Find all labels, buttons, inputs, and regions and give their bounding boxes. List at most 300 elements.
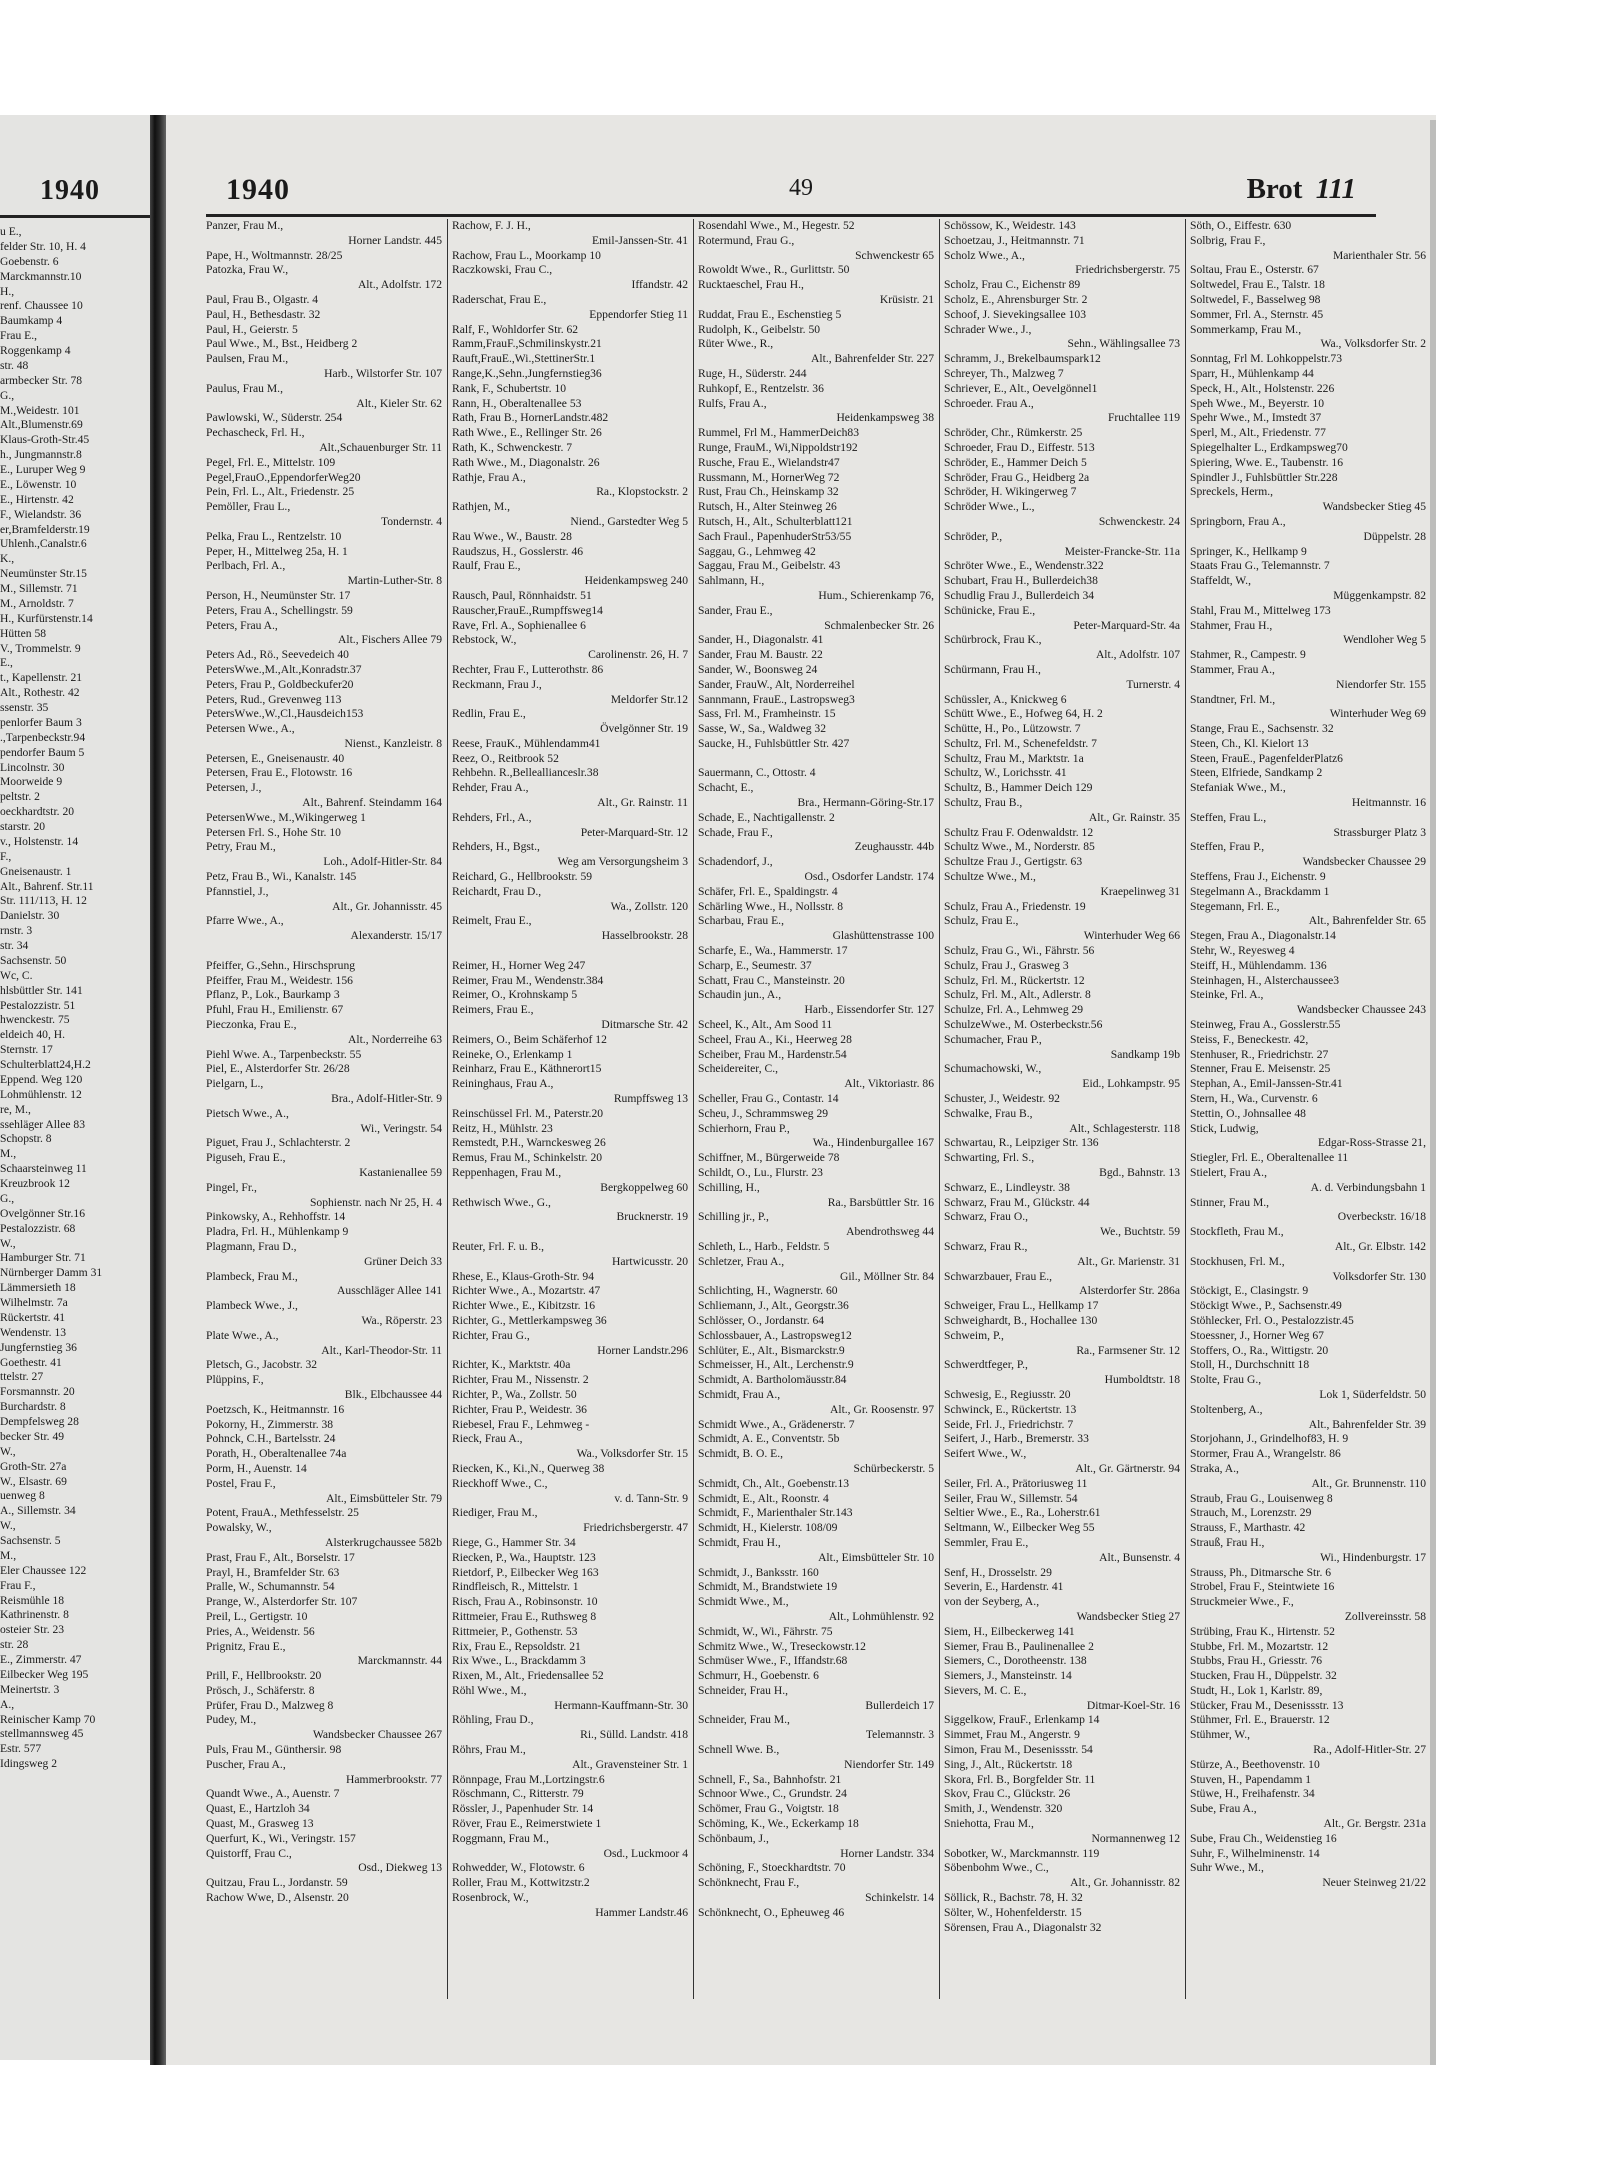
directory-entry-line: Schwarz, Frau R., <box>944 1239 1028 1253</box>
directory-entry-line: Wandsbecker Stieg 45 <box>1322 500 1426 514</box>
directory-entry-line: Schmidt, J., Banksstr. 160 <box>698 1565 819 1579</box>
directory-entry-line: Stoltenberg, A., <box>1190 1402 1263 1416</box>
directory-entry-line: Stormer, Frau A., Wrangelstr. 86 <box>1190 1447 1341 1461</box>
left-page-line: felder Str. 10, H. 4 <box>0 239 86 253</box>
directory-entry-line: Rittmeier, Frau E., Ruthsweg 8 <box>452 1609 597 1623</box>
directory-entry-line: Schubart, Frau H., Bullerdeich38 <box>944 574 1098 588</box>
directory-entry-line: Schnell Wwe. B., <box>698 1743 780 1757</box>
directory-entry-line: Sniehotta, Frau M., <box>944 1817 1034 1831</box>
left-page-line: stellmannsweg 45 <box>0 1727 84 1741</box>
left-page-line: M., Arnoldstr. 7 <box>0 596 74 610</box>
directory-entry-line: Powalsky, W., <box>206 1521 272 1535</box>
directory-entry-line: Raderschat, Frau E., <box>452 292 547 306</box>
directory-entry-line: Prange, W., Alsterdorfer Str. 107 <box>206 1595 358 1609</box>
directory-entry-line: Krüsistr. 21 <box>879 292 934 306</box>
directory-entry-line: Schwalke, Frau B., <box>944 1106 1033 1120</box>
directory-entry-line: Wi., Veringstr. 54 <box>360 1121 442 1135</box>
directory-entry-line: Humboldtstr. 18 <box>1104 1373 1180 1387</box>
directory-entry-line: Schatt, Frau C., Mansteinstr. 20 <box>698 973 845 987</box>
directory-entry-line: Speck, H., Alt., Holstenstr. 226 <box>1190 381 1335 395</box>
directory-entry-line: Rixen, M., Alt., Friedensallee 52 <box>452 1669 604 1683</box>
directory-entry-line: Rave, Frl. A., Sophienallee 6 <box>452 618 586 632</box>
directory-entry-line: Winterhuder Weg 69 <box>1329 707 1426 721</box>
directory-entry-line: Schmidt, F., Marienthaler Str.143 <box>698 1506 853 1520</box>
left-page-line: Goebenstr. 6 <box>0 254 59 268</box>
directory-entry-line: Seifert, J., Harb., Bremerstr. 33 <box>944 1432 1089 1446</box>
directory-entry-line: Staffeldt, W., <box>1190 574 1251 588</box>
directory-entry-line: Perlbach, Frl. A., <box>206 559 286 573</box>
directory-entry-line: Steen, Elfriede, Sandkamp 2 <box>1190 766 1323 780</box>
directory-entry-line: Niendorfer Str. 155 <box>1336 677 1426 691</box>
directory-entry-line: Scharbau, Frau E., <box>698 914 784 928</box>
directory-entry-line: Skov, Frau C., Glückstr. 26 <box>944 1787 1071 1801</box>
directory-entry-line: Marienthaler Str. 56 <box>1332 248 1426 262</box>
directory-entry-line: Schüssler, A., Knickweg 6 <box>944 692 1067 706</box>
directory-entry-line: Raulf, Frau E., <box>452 559 521 573</box>
directory-entry-line <box>698 752 934 767</box>
directory-entry-line: Ramm,FrauF.,Schmilinskystr.21 <box>452 337 602 351</box>
left-page-line: Frau E., <box>0 329 38 343</box>
directory-entry-line: Rust, Frau Ch., Heinskamp 32 <box>698 485 839 499</box>
directory-entry-line: Sahlmann, H., <box>698 574 765 588</box>
directory-entry-line: Schütt Wwe., E., Hofweg 64, H. 2 <box>944 707 1103 721</box>
left-page-line: hwenckestr. 75 <box>0 1013 70 1027</box>
left-page-line: oeckhardtstr. 20 <box>0 805 75 819</box>
directory-entry-line: Wandsbecker Chaussee 29 <box>1302 855 1426 869</box>
directory-entry-line: Sandkamp 19b <box>1110 1047 1180 1061</box>
directory-entry-line: Petersen Wwe., A., <box>206 722 295 736</box>
directory-entry-line: Sörensen, Frau A., Diagonalstr 32 <box>944 1920 1102 1934</box>
directory-entry-line: Remus, Frau M., Schinkelstr. 20 <box>452 1151 603 1165</box>
section-title <box>1247 173 1356 206</box>
left-page-line: Alt., Rothestr. 42 <box>0 686 80 700</box>
directory-entry-line: Schierhorn, Frau P., <box>698 1121 790 1135</box>
directory-entry-line: Saggau, G., Lehmweg 42 <box>698 544 816 558</box>
directory-entry-line: Sander, H., Diagonalstr. 41 <box>698 633 824 647</box>
left-page-line: W., <box>0 1519 16 1533</box>
left-page-line: Goethestr. 41 <box>0 1355 62 1369</box>
left-page-line: ssenstr. 35 <box>0 701 49 714</box>
directory-entry-line: Zeughausstr. 44b <box>854 840 934 854</box>
directory-entry-line: Seiler, Frl. A., Prätoriusweg 11 <box>944 1476 1088 1490</box>
directory-entry-line: Solbrig, Frau F., <box>1190 233 1266 247</box>
directory-entry-line: Pladra, Frl. H., Mühlenkamp 9 <box>206 1225 349 1239</box>
left-page-line: Alt., Bahrenf. Str.11 <box>0 879 94 893</box>
directory-entry-line: Wa., Hindenburgallee 167 <box>812 1136 934 1150</box>
directory-entry-line: Alt., Gr. Brunnenstr. 110 <box>1311 1476 1426 1490</box>
directory-entry-line: Schwarz, Frau M., Glückstr. 44 <box>944 1195 1090 1209</box>
left-page-line: E., Löwenstr. 10 <box>0 477 77 491</box>
directory-entry-line: Schlösser, O., Jordanstr. 64 <box>698 1313 825 1327</box>
directory-entry-line: Scheel, K., Alt., Am Sood 11 <box>698 1018 833 1032</box>
directory-entry-line: Wendloher Weg 5 <box>1343 633 1426 647</box>
directory-entry-line: Sube, Frau Ch., Weidenstieg 16 <box>1190 1831 1337 1845</box>
directory-entry-line: Rieck, Frau A., <box>452 1432 523 1446</box>
directory-entry-line: Schlichting, H., Wagnerstr. 60 <box>698 1284 838 1298</box>
directory-entry-line: Schroeder. Frau A., <box>944 396 1034 410</box>
directory-entry-line: Prüfer, Frau D., Malzweg 8 <box>206 1698 334 1712</box>
directory-entry-line: Soltau, Frau E., Osterstr. 67 <box>1190 263 1319 277</box>
directory-entry-line: Rauscher,FrauE.,Rumpffsweg14 <box>452 603 603 617</box>
left-page-line: H., Kurfürstenstr.14 <box>0 611 93 625</box>
directory-entry-line: Alt.,Schauenburger Str. 11 <box>319 440 442 454</box>
directory-entry-line: Schroeder, Frau D., Eiffestr. 513 <box>944 440 1095 454</box>
directory-entry-line: Storjohann, J., Grindelhof83, H. 9 <box>1190 1432 1349 1446</box>
directory-entry-line: Strauch, M., Lorenzstr. 29 <box>1190 1506 1312 1520</box>
directory-entry-line: Schmidt, B. O. E., <box>698 1447 784 1461</box>
directory-entry-line: Schönbaum, J., <box>698 1831 769 1845</box>
left-page-line: re, M., <box>0 1102 31 1116</box>
directory-entry-line: Schiffner, M., Bürgerweide 78 <box>698 1151 840 1165</box>
directory-entry-line: Sander, Frau E., <box>698 603 773 617</box>
directory-entry-line: Schweim, P., <box>944 1328 1004 1342</box>
directory-entry-line: Winterhuder Weg 66 <box>1083 929 1180 943</box>
directory-entry-line: Schilling jr., P., <box>698 1210 769 1224</box>
directory-entry-line: Reez, O., Reitbrook 52 <box>452 751 559 765</box>
section-number: 111 <box>1315 173 1356 205</box>
directory-entry-line: Iffandstr. 42 <box>631 278 688 292</box>
directory-entry-line: Sander, FrauW., Alt, Norderreihel <box>698 677 855 691</box>
directory-entry-line: Pawlowski, W., Süderstr. 254 <box>206 411 343 425</box>
directory-entry-line: Schmalenbecker Str. 26 <box>824 618 934 632</box>
directory-entry-line: Pape, H., Woltmannstr. 28/25 <box>206 248 343 262</box>
left-page-line: Str. 111/113, H. 12 <box>0 894 87 908</box>
directory-entry-line: Reppenhagen, Frau M., <box>452 1166 562 1179</box>
directory-entry-line: Schärling Wwe., H., Nollsstr. 8 <box>698 899 844 913</box>
left-page-line: Neumünster Str.15 <box>0 567 87 581</box>
left-page-line: Uhlenh.,Canalstr.6 <box>0 537 87 551</box>
directory-entry-line: A. d. Verbindungsbahn 1 <box>1310 1180 1426 1194</box>
directory-entry-line: Sehn., Wählingsallee 73 <box>1067 337 1180 351</box>
directory-entry-line: Reimer, O., Krohnskamp 5 <box>452 988 578 1002</box>
directory-entry-line: Rutsch, H., Alt., Schulterblatt121 <box>698 514 853 528</box>
directory-entry-line: Schaudin jun., A., <box>698 988 782 1002</box>
directory-entry-line: Sube, Frau A., <box>1190 1802 1257 1816</box>
directory-entry-line: Rusche, Frau E., Wielandstr47 <box>698 455 840 469</box>
left-page-line: u E., <box>0 225 22 238</box>
directory-entry-line: Pelka, Frau L., Rentzelstr. 10 <box>206 529 342 543</box>
directory-entry-line: Horner Landstr. 334 <box>840 1846 934 1860</box>
left-page-line: Lohmühlenstr. 12 <box>0 1087 82 1101</box>
directory-entry-line: Schweiger, Frau L., Hellkamp 17 <box>944 1299 1099 1313</box>
directory-entry-line: Richter, G., Mettlerkampsweg 36 <box>452 1313 607 1327</box>
left-page-line: eldeich 40, H. <box>0 1028 66 1042</box>
directory-entry-line: Spreckels, Herm., <box>1190 485 1274 499</box>
directory-entry-line: Schmurr, H., Goebenstr. 6 <box>698 1669 819 1683</box>
directory-entry-line: von der Seyberg, A., <box>944 1595 1040 1609</box>
directory-entry-line: Rulfs, Frau A., <box>698 396 767 410</box>
directory-entry-line: Schmidt, A. E., Conventstr. 5b <box>698 1432 840 1446</box>
directory-entry-line: Friedrichsbergerstr. 47 <box>583 1521 688 1535</box>
directory-entry-line: Stoffers, O., Ra., Wittigstr. 20 <box>1190 1343 1329 1357</box>
directory-entry-line: Schultz, Frau B., <box>944 796 1023 810</box>
directory-entry-line: Schwerdtfeger, P., <box>944 1358 1028 1372</box>
directory-entry-line: Bullerdeich 17 <box>865 1698 934 1712</box>
directory-entry-line: Hermann-Kauffmann-Str. 30 <box>554 1698 688 1712</box>
directory-entry-line: Pegel, Frl. E., Mittelstr. 109 <box>206 455 336 469</box>
directory-entry-line: Schütte, H., Po., Lützowstr. 7 <box>944 722 1081 736</box>
directory-entry-line: Stick, Ludwig, <box>1190 1121 1259 1135</box>
directory-entry-line: Rosenbrock, W., <box>452 1891 529 1905</box>
left-page-line: uenweg 8 <box>0 1489 45 1503</box>
directory-entry-line: Schultz, Frau M., Marktstr. 1a <box>944 751 1084 765</box>
directory-entry-line: Rausch, Paul, Rönnhaidstr. 51 <box>452 588 592 602</box>
directory-entry-line: Rumpffsweg 13 <box>613 1092 688 1106</box>
directory-entry-line: Plambeck, Frau M., <box>206 1269 298 1283</box>
directory-entry-line: Rutsch, H., Alter Steinweg 26 <box>698 500 837 514</box>
directory-entry-line: Strauss, F., Marthastr. 42 <box>1190 1521 1306 1535</box>
directory-entry-line: Röver, Frau E., Reimerstwiete 1 <box>452 1817 602 1831</box>
directory-entry-line: Strassburger Platz 3 <box>1333 825 1426 839</box>
left-page-line: Schaarsteinweg 11 <box>0 1162 87 1176</box>
directory-entry-line: Söbenbohm Wwe., C., <box>944 1861 1049 1875</box>
directory-entry-line: Plate Wwe., A., <box>206 1328 279 1342</box>
directory-entry-line: Steffen, Frau P., <box>1190 840 1265 854</box>
directory-entry-line: Saggau, Frau M., Geibelstr. 43 <box>698 559 841 573</box>
directory-entry-line: Alt., Bahrenfelder Str. 65 <box>1308 914 1426 928</box>
directory-entry-line: Alsterdorfer Str. 286a <box>1079 1284 1180 1298</box>
directory-entry-line: Reininghaus, Frau A., <box>452 1077 554 1091</box>
directory-entry-line: Reckmann, Frau J., <box>452 677 542 691</box>
directory-entry-line: Schäfer, Frl. E., Spaldingstr. 4 <box>698 884 838 898</box>
left-page-line: Lämmersieth 18 <box>0 1281 76 1295</box>
directory-entry-line: Stinner, Frau M., <box>1190 1195 1270 1209</box>
directory-entry-line: Paulus, Frau M., <box>206 381 283 395</box>
left-page-line: M., Sillemstr. 71 <box>0 582 78 595</box>
directory-entry-line: Ra., Barsbüttler Str. 16 <box>827 1195 934 1209</box>
directory-entry-line: Scharp, E., Seumestr. 37 <box>698 958 812 972</box>
directory-entry-line: Russmann, M., HornerWeg 72 <box>698 470 840 484</box>
directory-entry-line: Edgar-Ross-Strasse 21, <box>1318 1136 1426 1150</box>
directory-entry-line: Stiegler, Frl. E., Oberaltenallee 11 <box>1190 1151 1349 1165</box>
directory-column-3 <box>698 219 934 1999</box>
directory-entry-line: Riege, G., Hammer Str. 34 <box>452 1535 576 1549</box>
directory-entry-line: Pein, Frl. L., Alt., Friedenstr. 25 <box>206 485 355 499</box>
directory-entry-line: Schulz, Frau G., Wi., Fährstr. 56 <box>944 944 1095 958</box>
directory-entry-line: Riecken, K., Ki.,N., Querweg 38 <box>452 1461 605 1475</box>
directory-entry-line: Steen, Ch., Kl. Kielort 13 <box>1190 736 1309 750</box>
left-page-line: er,Bramfelderstr.19 <box>0 522 90 536</box>
directory-entry-line: Schröder, Chr., Rümkerstr. 25 <box>944 426 1083 440</box>
directory-entry-line: Scheu, J., Schrammsweg 29 <box>698 1106 829 1120</box>
directory-entry-line: Soltwedel, F., Basselweg 98 <box>1190 292 1321 306</box>
directory-entry-line: Sing, J., Alt., Rückertstr. 18 <box>944 1757 1073 1771</box>
directory-entry-line: Schultz, W., Lorichsstr. 41 <box>944 766 1067 780</box>
directory-entry-line: Seiler, Frau W., Sillemstr. 54 <box>944 1491 1078 1505</box>
directory-entry-line: Tondernstr. 4 <box>380 514 442 528</box>
directory-entry-line: Friedrichsbergerstr. 75 <box>1075 263 1180 277</box>
directory-entry-line: Schmidt, Frau A., <box>698 1387 781 1401</box>
directory-entry-line: Strobel, Frau F., Steintwiete 16 <box>1190 1580 1335 1594</box>
directory-entry-line: Schwenckestr 65 <box>855 248 934 262</box>
directory-entry-line: Pinkowsky, A., Rehhoffstr. 14 <box>206 1210 346 1224</box>
left-page-line: W., <box>0 1236 16 1250</box>
directory-entry-line: Schumachowski, W., <box>944 1062 1042 1076</box>
directory-entry-line: Alexanderstr. 15/17 <box>350 929 442 943</box>
directory-entry-line: Ruhkopf, E., Rentzelstr. 36 <box>698 381 824 395</box>
directory-entry-line: Rüter Wwe., R., <box>698 337 774 351</box>
directory-entry-line: Spehr Wwe., M., Imstedt 37 <box>1190 411 1322 425</box>
directory-entry-line: Schönknecht, O., Epheuweg 46 <box>698 1905 845 1919</box>
directory-column-5 <box>1190 219 1426 1999</box>
directory-entry-line: Roller, Frau M., Kottwitzstr.2 <box>452 1876 590 1890</box>
left-page-line: E., Luruper Weg 9 <box>0 463 86 476</box>
directory-entry-line: Schnell, F., Sa., Bahnhofstr. 21 <box>698 1772 842 1786</box>
directory-entry-line: SchulzeWwe., M. Osterbeckstr.56 <box>944 1018 1103 1032</box>
directory-entry-line: Petersen, J., <box>206 781 262 795</box>
directory-entry-line: Weg am Versorgungsheim 3 <box>557 855 688 869</box>
directory-entry-line: Paulsen, Frau M., <box>206 352 289 366</box>
directory-entry-line: Schultz, B., Hammer Deich 129 <box>944 781 1093 795</box>
directory-entry-line: Glashüttenstrasse 100 <box>832 929 934 943</box>
directory-entry-line: Pegel,FrauO.,EppendorferWeg20 <box>206 470 361 484</box>
directory-entry-line: Piel, E., Alsterdorfer Str. 26/28 <box>206 1062 350 1076</box>
directory-entry-line: Ditmarsche Str. 42 <box>601 1018 688 1032</box>
directory-entry-line: Alt., Schlagesterstr. 118 <box>1069 1121 1180 1135</box>
left-page-line: Wc, C. <box>0 968 33 982</box>
directory-entry-line <box>452 1225 688 1240</box>
directory-entry-line: Suhr Wwe., M., <box>1190 1861 1264 1875</box>
directory-entry-line: Heitmannstr. 16 <box>1351 796 1426 810</box>
directory-entry-line: Scharfe, E., Wa., Hammerstr. 17 <box>698 944 848 958</box>
directory-entry-line: Alt., Eimsbütteler Str. 10 <box>818 1550 934 1564</box>
directory-entry-line: Siem, H., Eilbeckerweg 141 <box>944 1624 1075 1638</box>
directory-entry-line: Ruddat, Frau E., Eschenstieg 5 <box>698 307 842 321</box>
directory-entry-line: Suhr, F., Wilhelminenstr. 14 <box>1190 1846 1320 1860</box>
directory-entry-line: Plagmann, Frau D., <box>206 1239 297 1253</box>
directory-entry-line: Person, H., Neumünster Str. 17 <box>206 588 351 602</box>
directory-entry-line: Schlossbauer, A., Lastropsweg12 <box>698 1328 852 1342</box>
directory-entry-line: Rechter, Frau F., Lutterothstr. 86 <box>452 662 604 676</box>
directory-entry-line: Richter, Frau G., <box>452 1328 530 1342</box>
directory-entry-line: Raudszus, H., Gosslerstr. 46 <box>452 544 584 558</box>
directory-entry-line: Piguseh, Frau E., <box>206 1151 286 1165</box>
directory-entry-line: PetersWwe.,M.,Alt.,Konradstr.37 <box>206 662 362 676</box>
directory-entry-line: Pieczonka, Frau E., <box>206 1018 297 1032</box>
left-page-line: Reismühle 18 <box>0 1593 65 1607</box>
directory-entry-line: Pudey, M., <box>206 1713 257 1727</box>
directory-entry-line: Rehder, Frau A., <box>452 781 529 795</box>
left-page-line: Sachsenstr. 50 <box>0 953 67 967</box>
directory-entry-line: Schmidt Wwe., M., <box>698 1595 789 1609</box>
directory-entry-line: Pingel, Fr., <box>206 1180 257 1194</box>
directory-entry-line: Schmeisser, H., Alt., Lerchenstr.9 <box>698 1358 854 1372</box>
directory-entry-line: Stegen, Frau A., Diagonalstr.14 <box>1190 929 1336 943</box>
left-page-line: Pestalozzistr. 68 <box>0 1221 76 1235</box>
left-page-line: Sternstr. 17 <box>0 1043 53 1057</box>
directory-entry-line: Zollvereinsstr. 58 <box>1344 1609 1426 1623</box>
directory-entry-line: Seltier Wwe., E., Ra., Loherstr.61 <box>944 1506 1101 1520</box>
directory-entry-line: Alt., Kieler Str. 62 <box>356 396 442 410</box>
directory-entry-line: Prignitz, Frau E., <box>206 1639 286 1653</box>
directory-entry-line: Schultz Wwe., M., Norderstr. 85 <box>944 840 1095 854</box>
directory-entry-line: Stöckigt Wwe., P., Sachsenstr.49 <box>1190 1299 1342 1313</box>
column-divider <box>693 219 694 1999</box>
directory-entry-line: Neuer Steinweg 21/22 <box>1322 1876 1426 1890</box>
left-page-line: Sachsenstr. 5 <box>0 1534 61 1547</box>
directory-entry-line: Schmidt, H., Kielerstr. 108/09 <box>698 1521 838 1535</box>
directory-entry-line: Wa., Zollstr. 120 <box>610 899 688 913</box>
left-page-line: Hamburger Str. 71 <box>0 1251 86 1265</box>
directory-entry-line: Schlüter, E., Alt., Bismarckstr.9 <box>698 1343 845 1357</box>
left-page-line: W., <box>0 1444 16 1458</box>
directory-entry-line: Ri., Sülld. Landstr. 418 <box>580 1728 688 1742</box>
directory-entry-line: Schwartau, R., Leipziger Str. 136 <box>944 1136 1099 1150</box>
directory-entry-line: Schmidt, Frau H., <box>698 1535 781 1549</box>
directory-entry-line: Stenner, Frau E. Meisenstr. 25 <box>1190 1062 1331 1076</box>
directory-entry-line: Petersen, Frau E., Flotowstr. 16 <box>206 766 353 780</box>
directory-entry-line: Sölter, W., Hohenfelderstr. 15 <box>944 1905 1082 1919</box>
directory-entry-line: Schöming, K., We., Eckerkamp 18 <box>698 1817 859 1831</box>
directory-entry-line: Prayl, H., Bramfelder Str. 63 <box>206 1565 340 1579</box>
directory-entry-line: Paul Wwe., M., Bst., Heidberg 2 <box>206 337 358 351</box>
directory-entry-line: Rietdorf, P., Eilbecker Weg 163 <box>452 1565 599 1579</box>
left-page-line: Frau F., <box>0 1578 36 1592</box>
directory-entry-line: Rethwisch Wwe., G., <box>452 1195 551 1209</box>
left-page-line: Burchardstr. 8 <box>0 1400 66 1414</box>
directory-entry-line: Wandsbecker Stieg 27 <box>1076 1609 1180 1623</box>
directory-entry-line: Puscher, Frau A., <box>206 1757 286 1771</box>
directory-entry-line: Schünicke, Frau E., <box>944 603 1036 617</box>
directory-entry-line: Stucken, Frau H., Düppelstr. 32 <box>1190 1669 1337 1683</box>
directory-entry-line: Martin-Luther-Str. 8 <box>347 574 442 588</box>
left-page-line: Idingsweg 2 <box>0 1757 57 1771</box>
left-page-line: Eilbecker Weg 195 <box>0 1667 89 1681</box>
directory-entry-line: Stammer, Frau A., <box>1190 662 1275 676</box>
directory-entry-line: Richter, Frau P., Weidestr. 36 <box>452 1402 587 1416</box>
directory-entry-line: Schramm, J., Brekelbaumspark12 <box>944 352 1101 366</box>
directory-entry-line: Alt., Gr. Johannisstr. 82 <box>1070 1876 1180 1890</box>
left-page-line: Eppend. Weg 120 <box>0 1072 83 1086</box>
directory-entry-line: Porath, H., Oberaltenallee 74a <box>206 1447 347 1461</box>
directory-entry-line: Pielgarn, L., <box>206 1077 264 1091</box>
directory-entry-line: Pokorny, H., Zimmerstr. 38 <box>206 1417 334 1431</box>
directory-entry-line: Pries, A., Weidenstr. 56 <box>206 1624 315 1638</box>
left-page-line: Meinertstr. 3 <box>0 1682 60 1696</box>
directory-entry-line: Piehl Wwe. A., Tarpenbeckstr. 55 <box>206 1047 362 1061</box>
directory-entry-line: Prill, F., Hellbrookstr. 20 <box>206 1669 322 1683</box>
directory-entry-line: Eppendorfer Stieg 11 <box>589 307 688 321</box>
directory-entry-line: Overbeckstr. 16/18 <box>1337 1210 1426 1224</box>
directory-entry-line: Schmidt, Ch., Alt., Goebenstr.13 <box>698 1476 850 1490</box>
left-page-line: str. 48 <box>0 358 29 372</box>
left-page-line: osteier Str. 23 <box>0 1623 65 1637</box>
directory-entry-line: Reichard, G., Hellbrookstr. 59 <box>452 870 593 884</box>
section-title-text: Brot <box>1246 173 1303 205</box>
left-page-line: penlorfer Baum 3 <box>0 715 82 729</box>
directory-entry-line: Stoessner, J., Horner Weg 67 <box>1190 1328 1324 1342</box>
directory-entry-line: Ra., Klopstockstr. 2 <box>596 485 688 499</box>
directory-entry-line: Peters, Frau A., Schellingstr. 59 <box>206 603 353 617</box>
directory-entry-line: Scheller, Frau G., Contastr. 14 <box>698 1092 839 1106</box>
directory-entry-line: Scholz Wwe., A., <box>944 248 1025 262</box>
left-page-line: Baumkamp 4 <box>0 314 63 328</box>
directory-entry-line: Stöhlecker, Frl. O., Pestalozzistr.45 <box>1190 1313 1354 1327</box>
directory-entry-line: Schneider, Frau M., <box>698 1713 790 1727</box>
directory-entry-line: We., Buchtstr. 59 <box>1100 1225 1180 1239</box>
directory-entry-line: Schürbrock, Frau K., <box>944 633 1042 647</box>
directory-entry-line: Schmidt, M., Brandstwiete 19 <box>698 1580 838 1594</box>
directory-entry-line: Stegelmann A., Brackdamm 1 <box>1190 884 1330 898</box>
directory-entry-line: Rudolph, K., Geibelstr. 50 <box>698 322 821 336</box>
directory-entry-line: Peter-Marquard-Str. 4a <box>1073 618 1180 632</box>
column-divider <box>1185 219 1186 1999</box>
directory-entry-line: Quast, E., Hartzloh 34 <box>206 1802 310 1816</box>
directory-entry-line: Petersen, E., Gneisenaustr. 40 <box>206 751 345 765</box>
directory-entry-line: Rhese, E., Klaus-Groth-Str. 94 <box>452 1269 595 1283</box>
directory-entry-line: Plüppins, F., <box>206 1373 264 1387</box>
directory-entry-line: Stettin, O., Johnsallee 48 <box>1190 1106 1306 1120</box>
